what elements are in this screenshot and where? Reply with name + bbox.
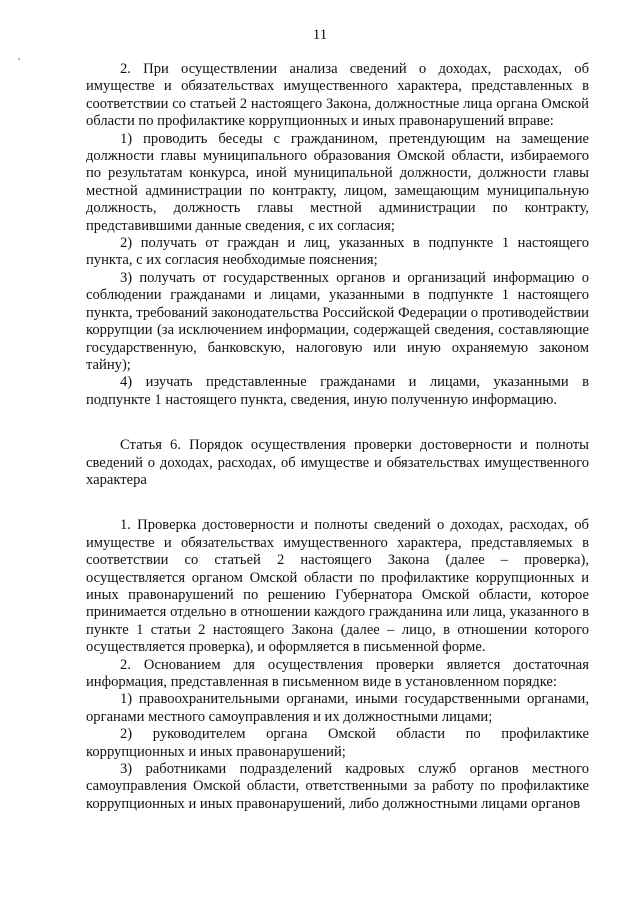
paragraph-subitem-3: 3) получать от государственных органов и организаций информацию о соблюдении гражданами и лицами, указанными в подпункте 1 настоящего пункта, требований законодательства Российской Федерации о противодействии коррупции (за исключением информации, содержащей сведения, составляющие государственную, банковскую, налоговую или иную охраняемую законом тайну); — [86, 269, 589, 373]
page-number: 11 — [312, 27, 328, 43]
spacer — [86, 489, 589, 517]
spacer — [86, 409, 589, 437]
paragraph-subitem-2: 2) получать от граждан и лиц, указанных в подпункте 1 настоящего пункта, с их согласия необходимые пояснения; — [86, 235, 589, 269]
paragraph-subitem-1: 1) проводить беседы с гражданином, претендующим на замещение должности главы муниципального образования Омской области, избираемого по результатам конкурса, иной муниципальной должности, должности главы местной администрации по контракту, лицом, замещающим муниципальную должность, должность главы местной администрации по контракту, представившими данные сведения, с их согласия; — [86, 130, 589, 234]
paragraph-analysis-rights: 2. При осуществлении анализа сведений о доходах, расходах, об имуществе и обязательствах имущественного характера, представленных в соответствии со статьей 2 настоящего Закона, должностные лица органа Омской области по профилактике коррупционных и иных правонарушений вправе: — [86, 61, 589, 130]
paragraph-grounds: 2. Основанием для осуществления проверки является достаточная информация, представленная в письменном виде в установленном порядке: — [86, 656, 589, 690]
article-heading: Статья 6. Порядок осуществления проверки достоверности и полноты сведений о доходах, расходах, об имуществе и обязательствах имущественного характера — [86, 437, 589, 488]
paragraph-grounds-item-1: 1) правоохранительными органами, иными государственными органами, органами местного самоуправления и их должностными лицами; — [86, 691, 589, 725]
paragraph-subitem-4: 4) изучать представленные гражданами и лицами, указанными в подпункте 1 настоящего пункта, сведения, иную полученную информацию. — [86, 374, 589, 408]
paragraph-grounds-item-3: 3) работниками подразделений кадровых служб органов местного самоуправления Омской области, ответственными за работу по профилактике коррупционных и иных правонарушений, либо должностными лицами органов — [86, 761, 589, 812]
scan-speck — [18, 58, 20, 60]
document-body — [86, 61, 589, 813]
paragraph-verification: 1. Проверка достоверности и полноты сведений о доходах, расходах, об имуществе и обязательствах имущественного характера, представляемых в соответствии со статьей 2 настоящего Закона (далее – проверка), осуществляется органом Омской области по профилактике коррупционных и иных правонарушений по решению Губернатора Омской области, которое принимается отдельно в отношении каждого гражданина или лица, указанного в пункте 1 статьи 2 настоящего Закона (далее – лицо, в отношении которого осуществляется проверка), и оформляется в письменной форме. — [86, 517, 589, 656]
paragraph-grounds-item-2: 2) руководителем органа Омской области по профилактике коррупционных и иных правонарушений; — [86, 726, 589, 760]
